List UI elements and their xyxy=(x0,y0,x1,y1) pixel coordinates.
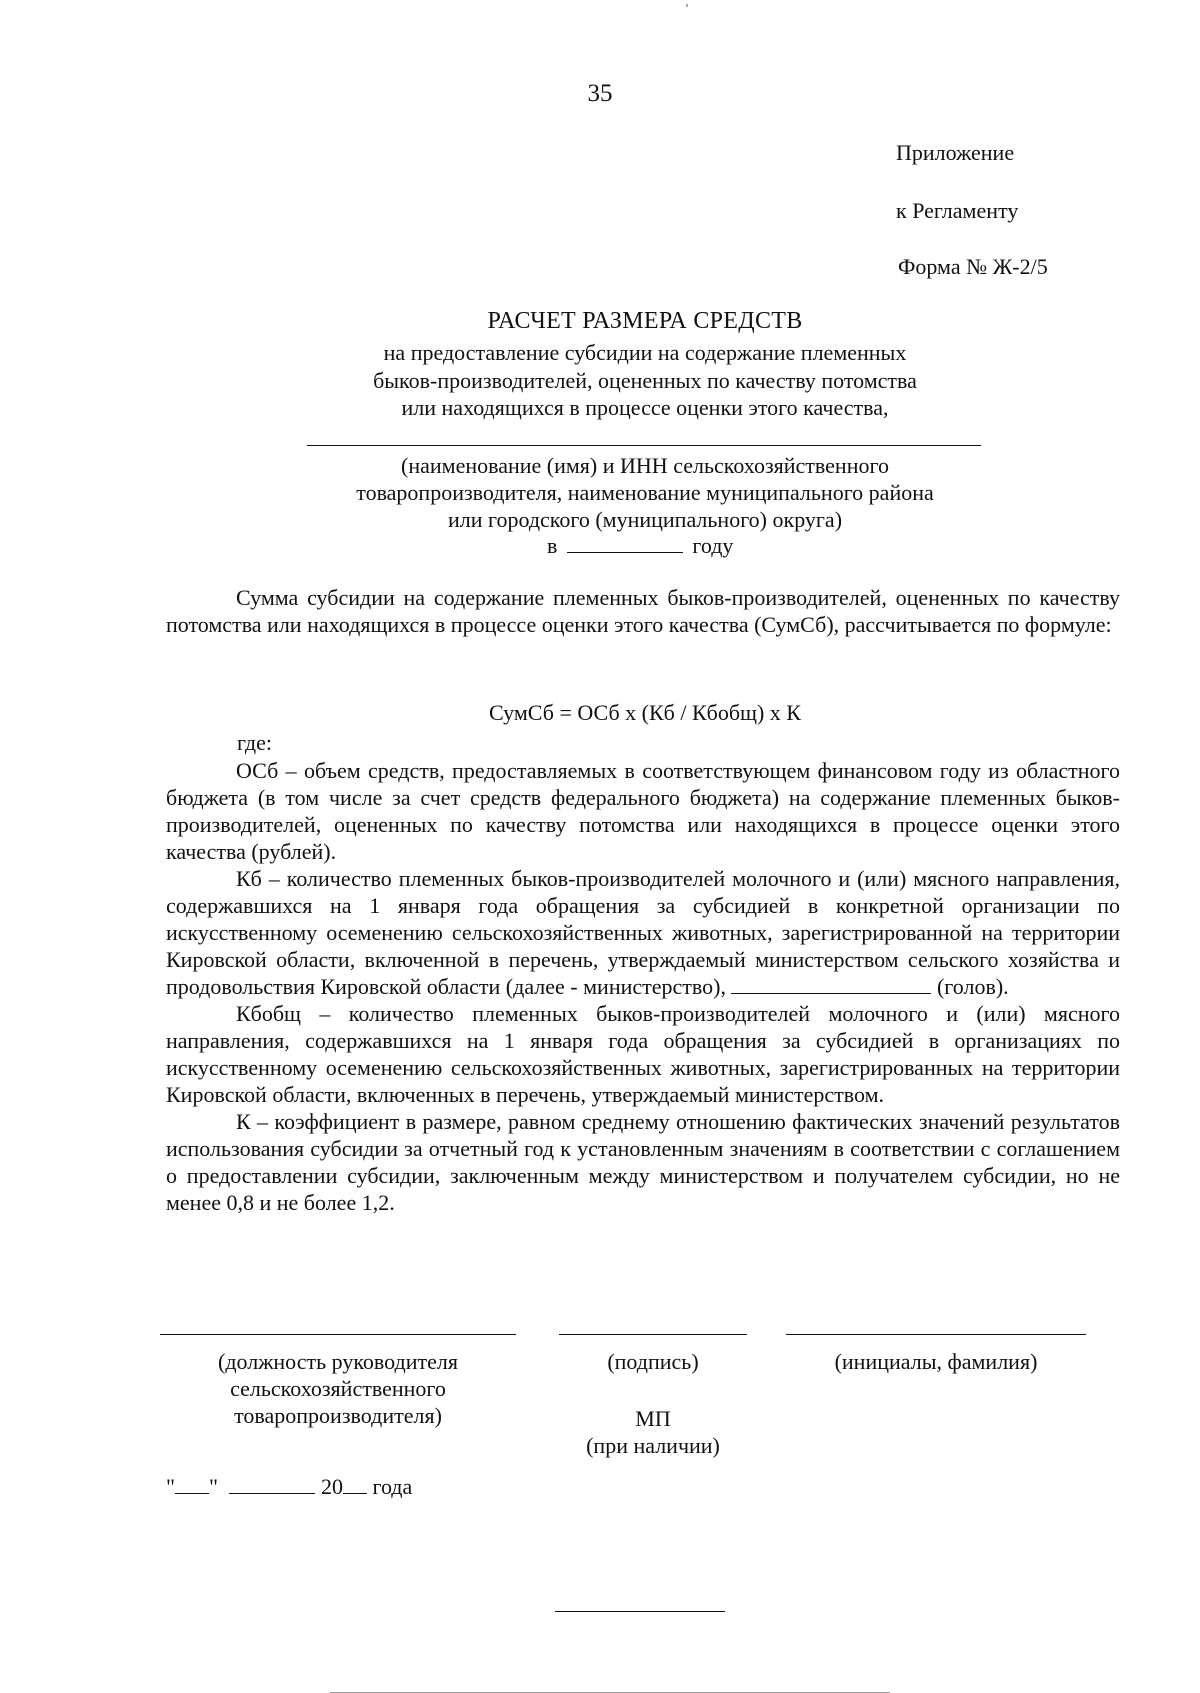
year-line xyxy=(547,533,733,559)
where-label: где: xyxy=(237,730,272,755)
name-blank xyxy=(786,1334,1086,1335)
definition-kbobsch: Кбобщ – количество племенных быков-производителей молочного и (или) мясного направления, содержавшихся на 1 января года обращения за субсидией в организациях по искусственному осеменению сельскохозяйственных животных, зарегистрированных на территории Кировской области, включенных в перечень, утверждаемый министерством. xyxy=(166,1001,1120,1107)
date-quote-close: " xyxy=(208,1474,218,1499)
bottom-separator xyxy=(555,1611,725,1612)
position-caption-line-3: товаропроизводителя) xyxy=(234,1403,442,1428)
producer-caption-line-2: товаропроизводителя, наименование муниципального района xyxy=(356,480,934,505)
title-line-1: на предоставление субсидии на содержание племенных xyxy=(383,340,907,365)
date-year-suffix: года xyxy=(372,1474,413,1499)
intro-paragraph xyxy=(166,584,1120,638)
position-blank xyxy=(160,1334,516,1335)
definition-kb xyxy=(166,865,1120,1000)
kb-count-blank xyxy=(731,975,931,994)
signature-blank xyxy=(559,1334,747,1335)
year-suffix: году xyxy=(692,533,734,558)
stamp-note: (при наличии) xyxy=(586,1433,720,1458)
producer-name-blank xyxy=(307,445,981,446)
definition-kb-unit: (голов). xyxy=(936,974,1009,999)
year-digits-blank xyxy=(343,1475,367,1494)
date-year-prefix: 20 xyxy=(320,1474,343,1499)
definition-osb: ОСб – объем средств, предоставляемых в соответствующем финансовом году из областного бюджета (в том числе за счет средств федерального бюджета) на содержание племенных быков-производителей, оцененных по качеству потомства или находящихся в процессе оценки этого качества (рублей). xyxy=(166,758,1120,864)
year-prefix: в xyxy=(547,533,558,558)
position-caption xyxy=(160,1348,516,1429)
formula: СумСб = ОСб х (Кб / Кбобщ) х К xyxy=(489,700,801,725)
definitions xyxy=(166,757,1120,1216)
producer-caption-line-1: (наименование (имя) и ИНН сельскохозяйственного xyxy=(401,453,889,478)
position-caption-line-1: (должность руководителя xyxy=(218,1349,458,1374)
appendix-label: Приложение xyxy=(896,140,1015,165)
producer-caption-line-3: или городского (муниципального) округа) xyxy=(447,507,843,532)
definition-kb-text: Кб – количество племенных быков-производителей молочного и (или) мясного направления, содержавшихся на 1 января года обращения за субсидией в конкретной организации по искусственному осеменению сельскохозяйственных животных, зарегистрированной на территории Кировской области, включенной в перечень, утверждаемый министерством сельского хозяйства и продовольствия Кировской области (далее - министерство), xyxy=(166,866,1120,999)
day-blank xyxy=(175,1475,209,1494)
title-line-3: или находящихся в процессе оценки этого качества, xyxy=(401,395,889,420)
date-quote-open: " xyxy=(166,1474,175,1499)
scan-speck xyxy=(686,4,688,7)
position-caption-line-2: сельскохозяйственного xyxy=(230,1376,446,1401)
form-number: Форма № Ж-2/5 xyxy=(898,254,1048,279)
name-caption: (инициалы, фамилия) xyxy=(834,1349,1038,1374)
definition-k: К – коэффициент в размере, равном среднему отношению фактических значений результатов использования субсидии за отчетный год к установленным значениям в соответствии с соглашением о предоставлении субсидии, заключенным между министерством и получателем субсидии, но не менее 0,8 и не более 1,2. xyxy=(166,1109,1120,1215)
appendix-regulation: к Регламенту xyxy=(896,198,1019,223)
intro-text: Сумма субсидии на содержание племенных быков-производителей, оцененных по качеству потомства или находящихся в процессе оценки этого качества (СумСб), рассчитывается по формуле: xyxy=(166,585,1120,637)
document-title: РАСЧЕТ РАЗМЕРА СРЕДСТВ xyxy=(487,308,803,334)
page-number: 35 xyxy=(587,80,613,107)
stamp-label: МП xyxy=(635,1406,671,1431)
month-blank xyxy=(229,1475,315,1494)
title-line-2: быков-производителей, оцененных по качеству потомства xyxy=(373,368,917,393)
date-line xyxy=(166,1474,412,1500)
signature-caption: (подпись) xyxy=(607,1349,699,1374)
year-blank xyxy=(567,534,683,553)
